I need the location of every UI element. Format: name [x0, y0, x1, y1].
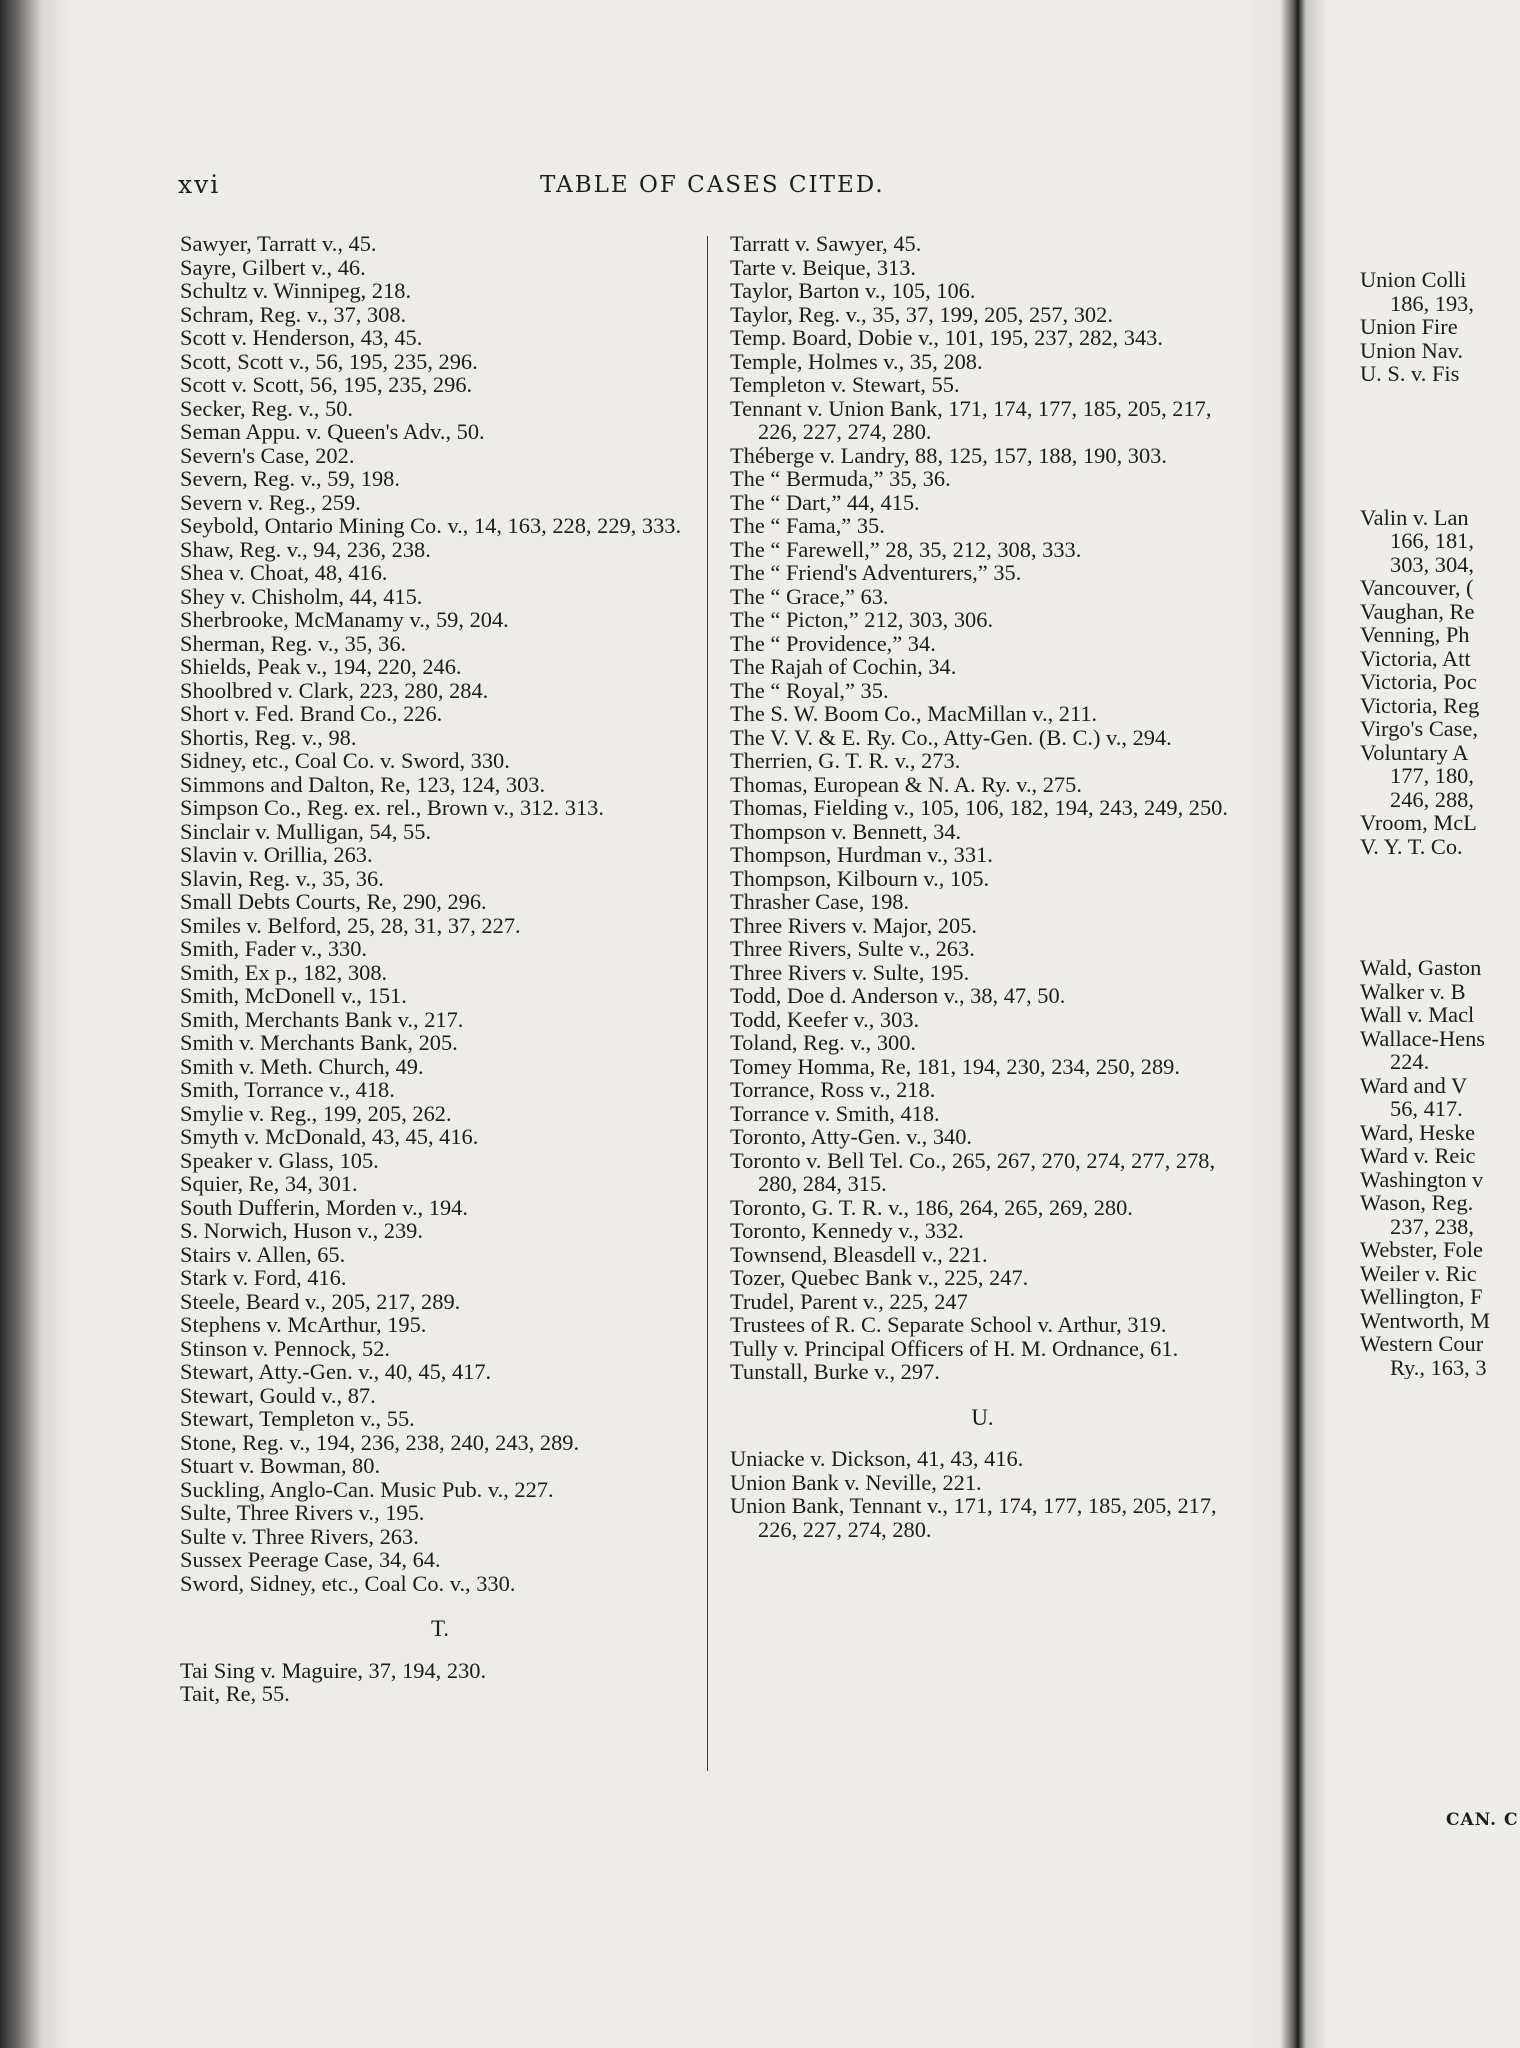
case-entry-fragment: Washington v [1360, 1166, 1484, 1192]
case-entry: The “ Farewell,” 28, 35, 212, 308, 333. [730, 536, 1082, 562]
case-entry: The “ Picton,” 212, 303, 306. [730, 607, 994, 632]
case-entry: The “ Dart,” 44, 415. [730, 489, 920, 515]
case-entry: Sawyer, Tarratt v., 45. [180, 231, 377, 256]
case-entry: South Dufferin, Morden v., 194. [180, 1194, 468, 1220]
case-entry: Smith v. Meth. Church, 49. [180, 1053, 424, 1079]
column-divider [707, 236, 708, 1771]
case-entry: Toronto v. Bell Tel. Co., 265, 267, 270, 274, 277, 278, 280, 284, 315. [730, 1147, 1216, 1196]
case-entry: Taylor, Barton v., 105, 106. [730, 278, 976, 303]
section-letter-t: T. [430, 1616, 450, 1641]
case-entry: Three Rivers v. Sulte, 195. [730, 959, 970, 985]
case-entry: Todd, Keefer v., 303. [730, 1006, 920, 1032]
case-entry: Sulte v. Three Rivers, 263. [180, 1523, 419, 1549]
case-entry: Toronto, G. T. R. v., 186, 264, 265, 269, 280. [730, 1194, 1133, 1220]
case-entry: Tully v. Principal Officers of H. M. Ordnance, 61. [730, 1335, 1179, 1361]
case-entry: Union Bank v. Neville, 221. [730, 1469, 982, 1495]
case-entry: Smith, Merchants Bank v., 217. [180, 1006, 464, 1032]
case-entry: Stuart v. Bowman, 80. [180, 1453, 381, 1478]
case-entry: Tait, Re, 55. [180, 1681, 290, 1706]
case-entry: Shaw, Reg. v., 94, 236, 238. [180, 536, 431, 562]
middle-column [730, 232, 1235, 1541]
case-entry-fragment: 177, 180, [1390, 763, 1474, 788]
case-entry: Toronto, Kennedy v., 332. [730, 1218, 964, 1243]
case-entry: The “ Friend's Adventurers,” 35. [730, 560, 1022, 585]
case-entry: Sulte, Three Rivers v., 195. [180, 1500, 425, 1525]
case-entry: Todd, Doe d. Anderson v., 38, 47, 50. [730, 983, 1066, 1008]
case-entry-fragment: 186, 193, [1390, 290, 1474, 316]
case-entry: Sherman, Reg. v., 35, 36. [180, 630, 407, 656]
case-entry: Toronto, Atty-Gen. v., 340. [730, 1124, 973, 1149]
case-entry: Thomas, Fielding v., 105, 106, 182, 194, 243, 249, 250. [730, 795, 1228, 820]
case-entry: Schram, Reg. v., 37, 308. [180, 301, 407, 327]
case-entry-fragment: Union Nav. [1360, 337, 1464, 363]
case-entry: Severn, Reg. v., 59, 198. [180, 466, 400, 491]
case-entry-fragment: Vroom, McL [1360, 810, 1477, 835]
case-entry: Smyth v. McDonald, 43, 45, 416. [180, 1124, 479, 1149]
case-entry: Shields, Peak v., 194, 220, 246. [180, 654, 462, 679]
case-entry: Sayre, Gilbert v., 46. [180, 254, 366, 280]
case-entry-fragment: Wellington, F [1360, 1284, 1483, 1309]
case-entry-fragment: Wason, Reg. [1360, 1190, 1474, 1215]
case-entry-fragment: Western Cour [1360, 1331, 1484, 1356]
case-entry: Uniacke v. Dickson, 41, 43, 416. [730, 1446, 1024, 1471]
case-entry: S. Norwich, Huson v., 239. [180, 1218, 423, 1243]
case-entry: Severn v. Reg., 259. [180, 489, 361, 515]
case-entry: Thrasher Case, 198. [730, 889, 910, 914]
case-entry: Sidney, etc., Coal Co. v. Sword, 330. [180, 748, 510, 773]
case-entry: Slavin, Reg. v., 35, 36. [180, 865, 384, 891]
case-entry: Thomas, European & N. A. Ry. v., 275. [730, 771, 1082, 797]
case-entry-fragment: V. Y. T. Co. [1360, 833, 1463, 859]
case-entry: Shoolbred v. Clark, 223, 280, 284. [180, 677, 489, 703]
case-entry: Toland, Reg. v., 300. [730, 1030, 917, 1055]
case-entry-fragment: Union Colli [1360, 268, 1467, 292]
case-entry: Stewart, Templeton v., 55. [180, 1406, 415, 1431]
case-entry-fragment: Wald, Gaston [1360, 955, 1482, 980]
case-entry-fragment: 224. [1390, 1049, 1430, 1074]
case-entry: Stone, Reg. v., 194, 236, 238, 240, 243, 289. [180, 1429, 580, 1455]
case-entry: Speaker v. Glass, 105. [180, 1147, 379, 1173]
case-entry-fragment: Ward, Heske [1360, 1119, 1476, 1145]
case-entry: Scott v. Henderson, 43, 45. [180, 325, 423, 350]
case-entry: Steele, Beard v., 205, 217, 289. [180, 1288, 461, 1314]
case-entry-fragment: 246, 288, [1390, 786, 1474, 812]
case-entry: Schultz v. Winnipeg, 218. [180, 278, 412, 303]
case-entry: Simmons and Dalton, Re, 123, 124, 303. [180, 771, 546, 797]
case-entry: Shey v. Chisholm, 44, 415. [180, 583, 423, 609]
case-entry: Sussex Peerage Case, 34, 64. [180, 1547, 441, 1572]
case-entry-fragment: Virgo's Case, [1360, 716, 1478, 741]
case-entry: Sinclair v. Mulligan, 54, 55. [180, 818, 432, 844]
case-entry: Tennant v. Union Bank, 171, 174, 177, 185, 205, 217, 226, 227, 274, 280. [730, 395, 1212, 444]
case-entry: Secker, Reg. v., 50. [180, 395, 354, 421]
right-page-column [1360, 268, 1520, 1379]
case-entry: Torrance v. Smith, 418. [730, 1100, 940, 1126]
case-entry-fragment: 237, 238, [1390, 1213, 1474, 1239]
section-letter-u: U. [971, 1404, 994, 1430]
case-entry: Suckling, Anglo-Can. Music Pub. v., 227. [180, 1476, 554, 1502]
case-entry-fragment: 166, 181, [1390, 528, 1474, 553]
case-entry: Tarte v. Beique, 313. [730, 254, 917, 280]
case-entry-fragment: 56, 417. [1390, 1096, 1463, 1121]
case-entry: Théberge v. Landry, 88, 125, 157, 188, 190, 303. [730, 442, 1167, 468]
case-entry: Seman Appu. v. Queen's Adv., 50. [180, 419, 485, 444]
case-entry: Stark v. Ford, 416. [180, 1265, 347, 1290]
case-entry: Seybold, Ontario Mining Co. v., 14, 163, 228, 229, 333. [180, 513, 682, 538]
case-entry: Slavin v. Orillia, 263. [180, 842, 373, 867]
case-entry: Tarratt v. Sawyer, 45. [730, 231, 922, 256]
case-entry-fragment: Union Fire [1360, 314, 1458, 339]
left-column [180, 232, 700, 1706]
case-entry-fragment: Wentworth, M [1360, 1307, 1491, 1333]
case-entry-fragment: Voluntary A [1360, 739, 1469, 765]
case-entry: Three Rivers v. Major, 205. [730, 912, 977, 938]
case-entry-fragment: Ry., 163, 3 [1390, 1354, 1487, 1379]
case-entry: Trustees of R. C. Separate School v. Arthur, 319. [730, 1312, 1167, 1337]
case-entry-fragment: Victoria, Reg [1360, 692, 1480, 718]
case-entry: Smiles v. Belford, 25, 28, 31, 37, 227. [180, 912, 521, 938]
page-title: TABLE OF CASES CITED. [540, 172, 885, 198]
case-entry: Scott, Scott v., 56, 195, 235, 296. [180, 348, 478, 374]
case-entry: Scott v. Scott, 56, 195, 235, 296. [180, 372, 473, 397]
case-entry: Smith, McDonell v., 151. [180, 983, 407, 1008]
case-entry: Stewart, Gould v., 87. [180, 1382, 376, 1408]
case-entry: Simpson Co., Reg. ex. rel., Brown v., 312. 313. [180, 795, 604, 820]
case-entry: Thompson, Kilbourn v., 105. [730, 865, 990, 891]
case-entry: The “ Royal,” 35. [730, 677, 889, 703]
case-entry: Smith v. Merchants Bank, 205. [180, 1030, 458, 1055]
case-entry: The “ Fama,” 35. [730, 513, 885, 538]
case-entry: Sword, Sidney, etc., Coal Co. v., 330. [180, 1570, 516, 1596]
case-entry: Thompson, Hurdman v., 331. [730, 842, 993, 867]
case-entry: Tomey Homma, Re, 181, 194, 230, 234, 250, 289. [730, 1053, 1180, 1079]
case-entry: Townsend, Bleasdell v., 221. [730, 1241, 988, 1267]
case-entry-fragment: Victoria, Att [1360, 645, 1471, 671]
case-entry: Tai Sing v. Maguire, 37, 194, 230. [180, 1657, 487, 1683]
case-entry-fragment: U. S. v. Fis [1360, 361, 1460, 386]
right-page-footer: CAN. C [1446, 1810, 1519, 1830]
case-entry: Smith, Torrance v., 418. [180, 1077, 395, 1102]
case-entry: Trudel, Parent v., 225, 247 [730, 1288, 968, 1314]
case-entry-fragment: Vaughan, Re [1360, 598, 1475, 624]
case-entry: The S. W. Boom Co., MacMillan v., 211. [730, 701, 1098, 726]
case-entry: Taylor, Reg. v., 35, 37, 199, 205, 257, 302. [730, 301, 1113, 327]
case-entry: Torrance, Ross v., 218. [730, 1077, 936, 1102]
case-entry: Three Rivers, Sulte v., 263. [730, 936, 975, 961]
case-entry-fragment: Vancouver, ( [1360, 575, 1474, 600]
case-entry-fragment: Ward and V [1360, 1072, 1468, 1098]
case-entry: Stewart, Atty.-Gen. v., 40, 45, 417. [180, 1359, 492, 1384]
case-entry: The Rajah of Cochin, 34. [730, 654, 957, 679]
case-entry-fragment: Walker v. B [1360, 978, 1466, 1004]
case-entry: Tunstall, Burke v., 297. [730, 1359, 940, 1384]
case-entry-fragment: 303, 304, [1390, 551, 1474, 577]
case-entry: The “ Bermuda,” 35, 36. [730, 466, 951, 491]
case-entry: Tozer, Quebec Bank v., 225, 247. [730, 1265, 1029, 1290]
case-entry-fragment: Wall v. Macl [1360, 1002, 1475, 1027]
case-entry: Thompson v. Bennett, 34. [730, 818, 962, 844]
case-entry: Temple, Holmes v., 35, 208. [730, 348, 983, 374]
case-entry-fragment: Weiler v. Ric [1360, 1260, 1477, 1286]
case-entry: Shea v. Choat, 48, 416. [180, 560, 388, 585]
case-entry: Short v. Fed. Brand Co., 226. [180, 701, 443, 726]
case-entry: Smith, Fader v., 330. [180, 936, 367, 961]
case-entry: Severn's Case, 202. [180, 442, 355, 468]
case-entry-fragment: Venning, Ph [1360, 622, 1470, 647]
case-entry-fragment: Valin v. Lan [1360, 504, 1469, 530]
case-entry-fragment: Webster, Fole [1360, 1237, 1483, 1262]
case-entry: Shortis, Reg. v., 98. [180, 724, 357, 750]
case-entry: Stinson v. Pennock, 52. [180, 1335, 391, 1361]
case-entry: Temp. Board, Dobie v., 101, 195, 237, 282, 343. [730, 325, 1163, 350]
case-entry: Stephens v. McArthur, 195. [180, 1312, 427, 1337]
case-entry: The “ Providence,” 34. [730, 630, 936, 656]
case-entry: Squier, Re, 34, 301. [180, 1171, 358, 1196]
case-entry: Smith, Ex p., 182, 308. [180, 959, 388, 985]
case-entry: The V. V. & E. Ry. Co., Atty-Gen. (B. C.) v., 294. [730, 724, 1172, 750]
case-entry-fragment: Ward v. Reic [1360, 1143, 1476, 1168]
case-entry-fragment: Victoria, Poc [1360, 669, 1477, 694]
case-entry: Smylie v. Reg., 199, 205, 262. [180, 1100, 452, 1126]
case-entry: Templeton v. Stewart, 55. [730, 372, 960, 397]
case-entry: The “ Grace,” 63. [730, 583, 889, 609]
case-entry: Therrien, G. T. R. v., 273. [730, 748, 961, 773]
case-entry: Small Debts Courts, Re, 290, 296. [180, 889, 487, 914]
case-entry: Union Bank, Tennant v., 171, 174, 177, 185, 205, 217, 226, 227, 274, 280. [730, 1493, 1217, 1542]
page-number: xvi [178, 170, 221, 199]
case-entry: Sherbrooke, McManamy v., 59, 204. [180, 607, 509, 632]
case-entry-fragment: Wallace-Hens [1360, 1025, 1486, 1051]
case-entry: Stairs v. Allen, 65. [180, 1241, 346, 1267]
